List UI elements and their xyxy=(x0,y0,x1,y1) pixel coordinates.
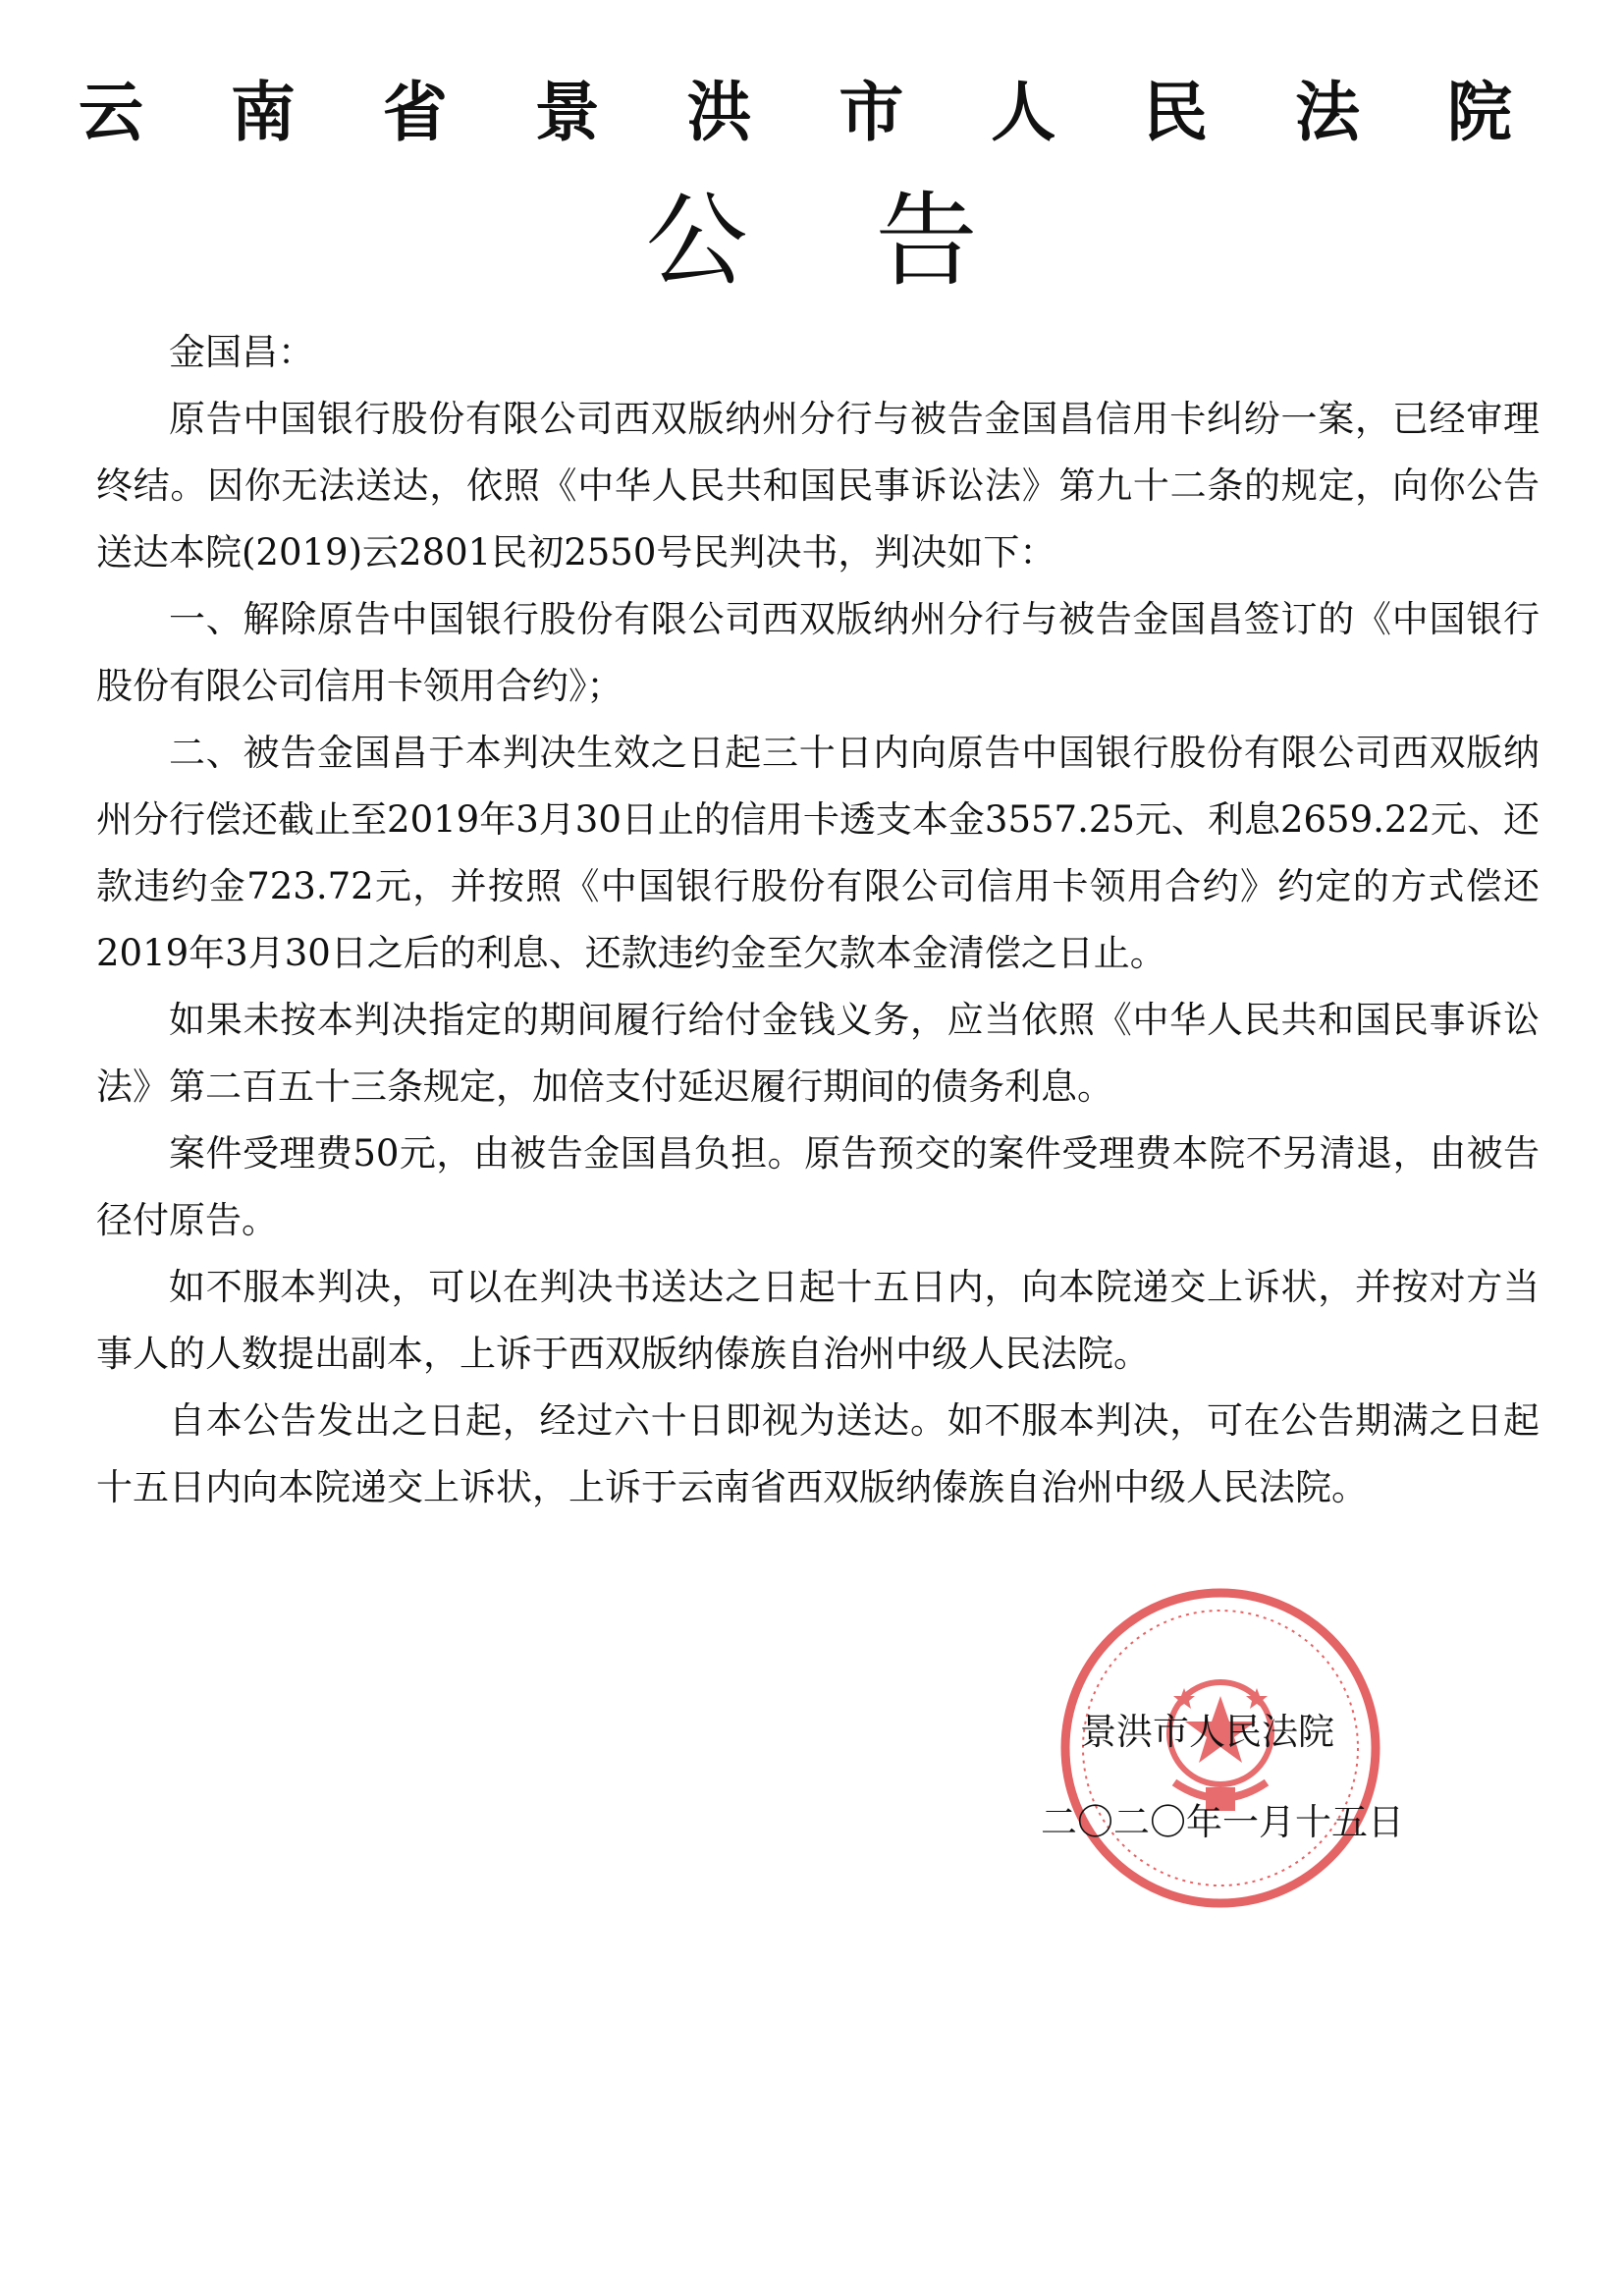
court-name-header xyxy=(79,69,1512,157)
addressee: 金国昌： xyxy=(169,331,314,373)
signature-court-name: 景洪市人民法院 xyxy=(1080,1711,1334,1753)
paragraph-service-notice: 自本公告发出之日起，经过六十日即视为送达。如不服本判决，可在公告期满之日起十五日内向本院递交上诉状，上诉于云南省西双版纳傣族自治州中级人民法院。 xyxy=(96,1399,1540,1508)
document-title: 公告 xyxy=(645,181,1106,301)
announcement-body xyxy=(96,319,1540,1521)
court-name-char: 景 xyxy=(534,75,600,150)
court-name-char: 省 xyxy=(382,75,448,150)
court-name-char: 民 xyxy=(1143,75,1209,150)
paragraph-case-fee: 案件受理费50元，由被告金国昌负担。原告预交的案件受理费本院不另清退，由被告径付原告。 xyxy=(96,1132,1540,1241)
paragraph-case-summary: 原告中国银行股份有限公司西双版纳州分行与被告金国昌信用卡纠纷一案，已经审理终结。因你无法送达，依照《中华人民共和国民事诉讼法》第九十二条的规定，向你公告送达本院(2019)云2801民初2550号民判决书，判决如下： xyxy=(96,398,1540,574)
signature-date: 二〇二〇年一月十五日 xyxy=(1041,1801,1404,1843)
court-name-char: 法 xyxy=(1295,75,1360,150)
paragraph-appeal: 如不服本判决，可以在判决书送达之日起十五日内，向本院递交上诉状，并按对方当事人的人数提出副本，上诉于西双版纳傣族自治州中级人民法院。 xyxy=(96,1266,1540,1375)
court-name-char: 院 xyxy=(1446,75,1512,150)
signature-block xyxy=(1041,1699,1453,1856)
court-name-char: 人 xyxy=(991,75,1056,150)
court-name-char: 洪 xyxy=(686,75,752,150)
court-name-char: 南 xyxy=(230,75,296,150)
court-name-char: 市 xyxy=(839,75,904,150)
paragraph-late-performance: 如果未按本判决指定的期间履行给付金钱义务，应当依照《中华人民共和国民事诉讼法》第二百五十三条规定，加倍支付延迟履行期间的债务利息。 xyxy=(96,999,1540,1108)
court-name-char: 云 xyxy=(79,75,143,150)
paragraph-judgment-item-1: 一、解除原告中国银行股份有限公司西双版纳州分行与被告金国昌签订的《中国银行股份有限公司信用卡领用合约》； xyxy=(96,598,1540,707)
paragraph-judgment-item-2: 二、被告金国昌于本判决生效之日起三十日内向原告中国银行股份有限公司西双版纳州分行偿还截止至2019年3月30日止的信用卡透支本金3557.25元、利息2659.22元、还款违约金723.72元，并按照《中国银行股份有限公司信用卡领用合约》约定的方式偿还2019年3月30日之后的利息、还款违约金至欠款本金清偿之日止。 xyxy=(96,732,1540,974)
